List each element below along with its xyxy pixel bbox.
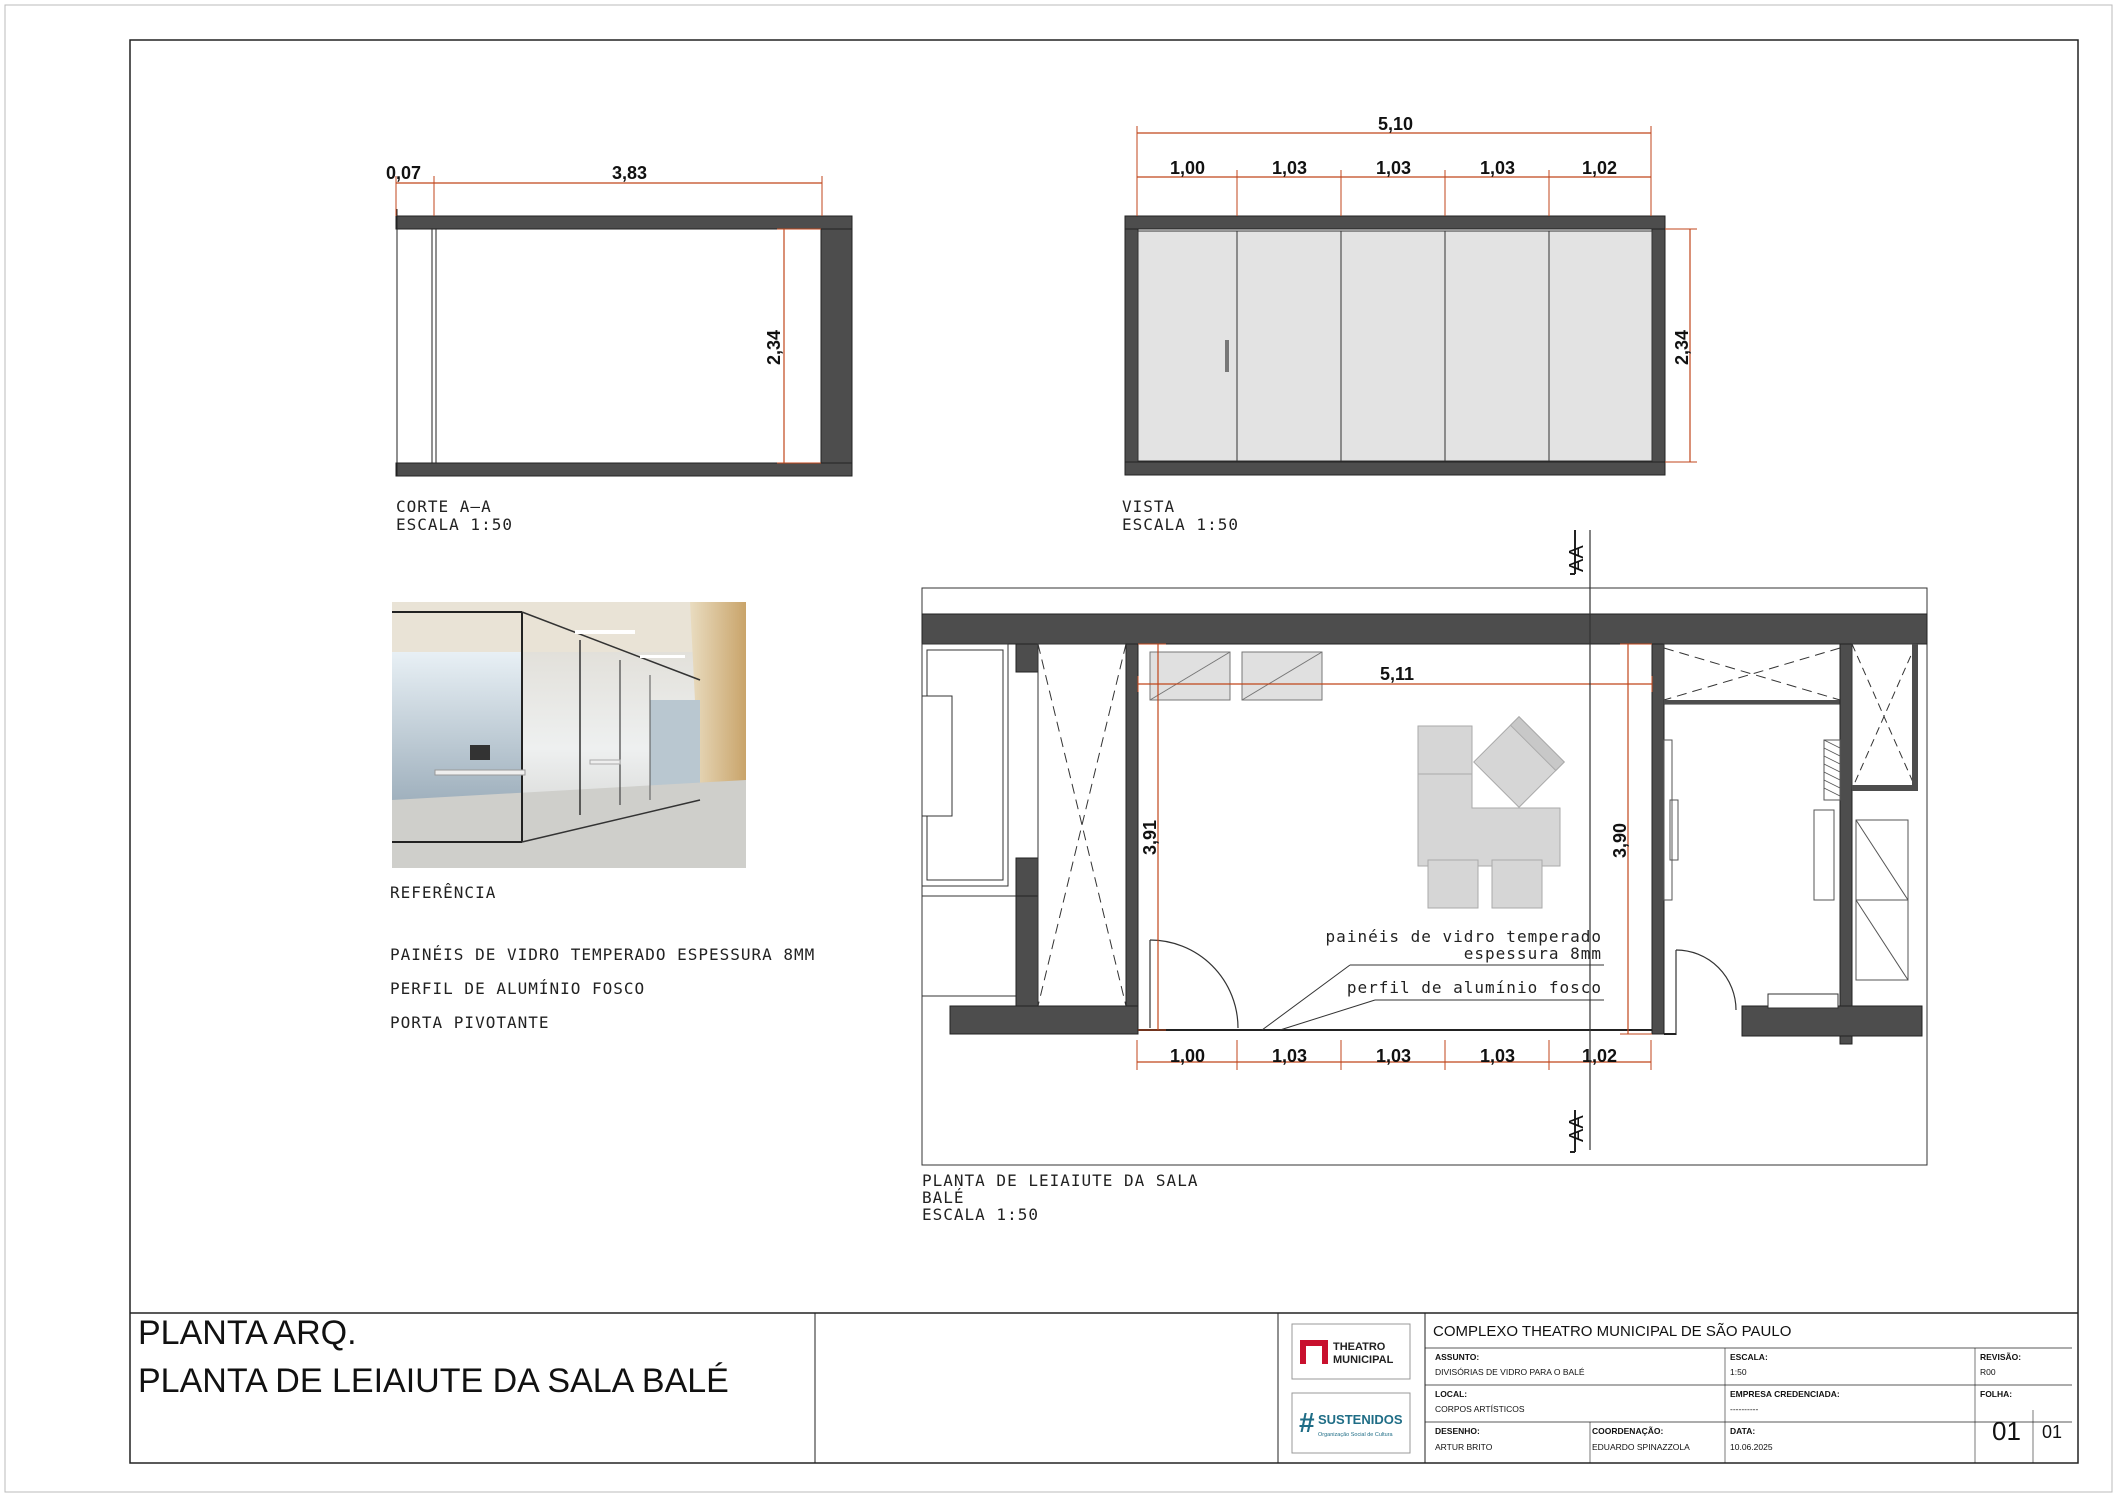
data-value: 10.06.2025 [1730, 1442, 1773, 1452]
planta-dim-seg-2: 1,03 [1272, 1046, 1308, 1066]
vista-dim-height: 2,34 [1672, 329, 1692, 365]
hash-icon: # [1299, 1407, 1315, 1438]
logo1-line1: THEATRO [1333, 1341, 1386, 1353]
assunto-label: ASSUNTO: [1435, 1352, 1480, 1362]
corte-dim-left: 0,07 [386, 163, 422, 183]
planta-frame [922, 588, 1927, 1165]
logo2-text: SUSTENIDOS [1318, 1412, 1403, 1427]
escala-value: 1:50 [1730, 1367, 1747, 1377]
vista-dim-seg-2: 1,03 [1272, 158, 1308, 178]
planta-note-profile: perfil de alumínio fosco [1346, 978, 1602, 997]
note-aluminium-profile: PERFIL DE ALUMÍNIO FOSCO [390, 979, 646, 998]
chair [1428, 860, 1478, 908]
local-label: LOCAL: [1435, 1389, 1468, 1399]
vista-dim-seg-1: 1,00 [1170, 158, 1206, 178]
section-mark-bottom: AA [1566, 1115, 1588, 1142]
reference-notes [390, 945, 815, 1032]
door-handle [1225, 340, 1229, 372]
assunto-value: DIVISÓRIAS DE VIDRO PARA O BALÉ [1435, 1367, 1585, 1377]
empresa-value: ---------- [1730, 1404, 1759, 1414]
corte-caption: CORTE A—A [396, 497, 492, 516]
escala-label: ESCALA: [1730, 1352, 1768, 1362]
reference-caption: REFERÊNCIA [390, 883, 497, 902]
vista-dim-seg-3: 1,03 [1376, 158, 1412, 178]
vista-dim-total: 5,10 [1378, 114, 1414, 134]
desenho-value: ARTUR BRITO [1435, 1442, 1493, 1452]
vista-scale: ESCALA 1:50 [1122, 515, 1239, 534]
glass-panel [1341, 231, 1445, 461]
section-mark-top: AA [1566, 545, 1588, 572]
project-name: COMPLEXO THEATRO MUNICIPAL DE SÃO PAULO [1433, 1323, 1792, 1340]
coordenacao-label: COORDENAÇÃO: [1592, 1426, 1664, 1436]
glass-panel [1138, 231, 1237, 461]
planta-dim-seg-1: 1,00 [1170, 1046, 1206, 1066]
data-label: DATA: [1730, 1426, 1756, 1436]
planta-dim-width: 5,11 [1380, 664, 1415, 684]
planta-dim-left-height: 3,91 [1140, 819, 1160, 855]
planta-caption-2: BALÉ [922, 1188, 965, 1207]
corte-scale: ESCALA 1:50 [396, 515, 513, 534]
glass-panel [1445, 231, 1549, 461]
sheet-title-1: PLANTA ARQ. [138, 1314, 357, 1352]
planta-dim-seg-3: 1,03 [1376, 1046, 1412, 1066]
corte-dim-width: 3,83 [612, 163, 648, 183]
local-value: CORPOS ARTÍSTICOS [1435, 1404, 1525, 1414]
note-glass-panels: PAINÉIS DE VIDRO TEMPERADO ESPESSURA 8MM [390, 945, 816, 964]
planta-note-glass-1: painéis de vidro temperado [1325, 927, 1602, 946]
planta-scale: ESCALA 1:50 [922, 1205, 1039, 1224]
planta-dim-right-height: 3,90 [1610, 822, 1630, 858]
coordenacao-value: EDUARDO SPINAZZOLA [1592, 1442, 1690, 1452]
logo2-sub: Organização Social de Cultura [1318, 1432, 1393, 1438]
glass-panel [1237, 231, 1341, 461]
empresa-label: EMPRESA CREDENCIADA: [1730, 1389, 1840, 1399]
corte-view [386, 163, 852, 534]
corte-dim-height: 2,34 [764, 329, 784, 365]
sheet-number: 01 [1992, 1416, 2021, 1446]
revisao-value: R00 [1980, 1367, 1996, 1377]
logo1-line2: MUNICIPAL [1333, 1354, 1394, 1366]
glass-panel [1549, 231, 1652, 461]
desenho-label: DESENHO: [1435, 1426, 1480, 1436]
planta-dim-seg-5: 1,02 [1582, 1046, 1618, 1066]
title-block [130, 1313, 2078, 1463]
revisao-label: REVISÃO: [1980, 1352, 2022, 1362]
planta-note-glass-2: espessura 8mm [1463, 944, 1602, 963]
planta-caption-1: PLANTA DE LEIAIUTE DA SALA [922, 1171, 1199, 1190]
planta-view [922, 530, 1927, 1224]
sheet-title-2: PLANTA DE LEIAIUTE DA SALA BALÉ [138, 1362, 729, 1400]
vista-dim-seg-4: 1,03 [1480, 158, 1516, 178]
sheet-total: 01 [2042, 1422, 2063, 1442]
planta-dim-seg-4: 1,03 [1480, 1046, 1516, 1066]
folha-label: FOLHA: [1980, 1389, 2013, 1399]
vista-dim-seg-5: 1,02 [1582, 158, 1618, 178]
note-pivot-door: PORTA PIVOTANTE [390, 1013, 550, 1032]
vista-view [1122, 114, 1697, 534]
cabinet [1418, 726, 1472, 774]
vista-caption: VISTA [1122, 497, 1176, 516]
chair [1492, 860, 1542, 908]
reference-photo [390, 602, 746, 902]
